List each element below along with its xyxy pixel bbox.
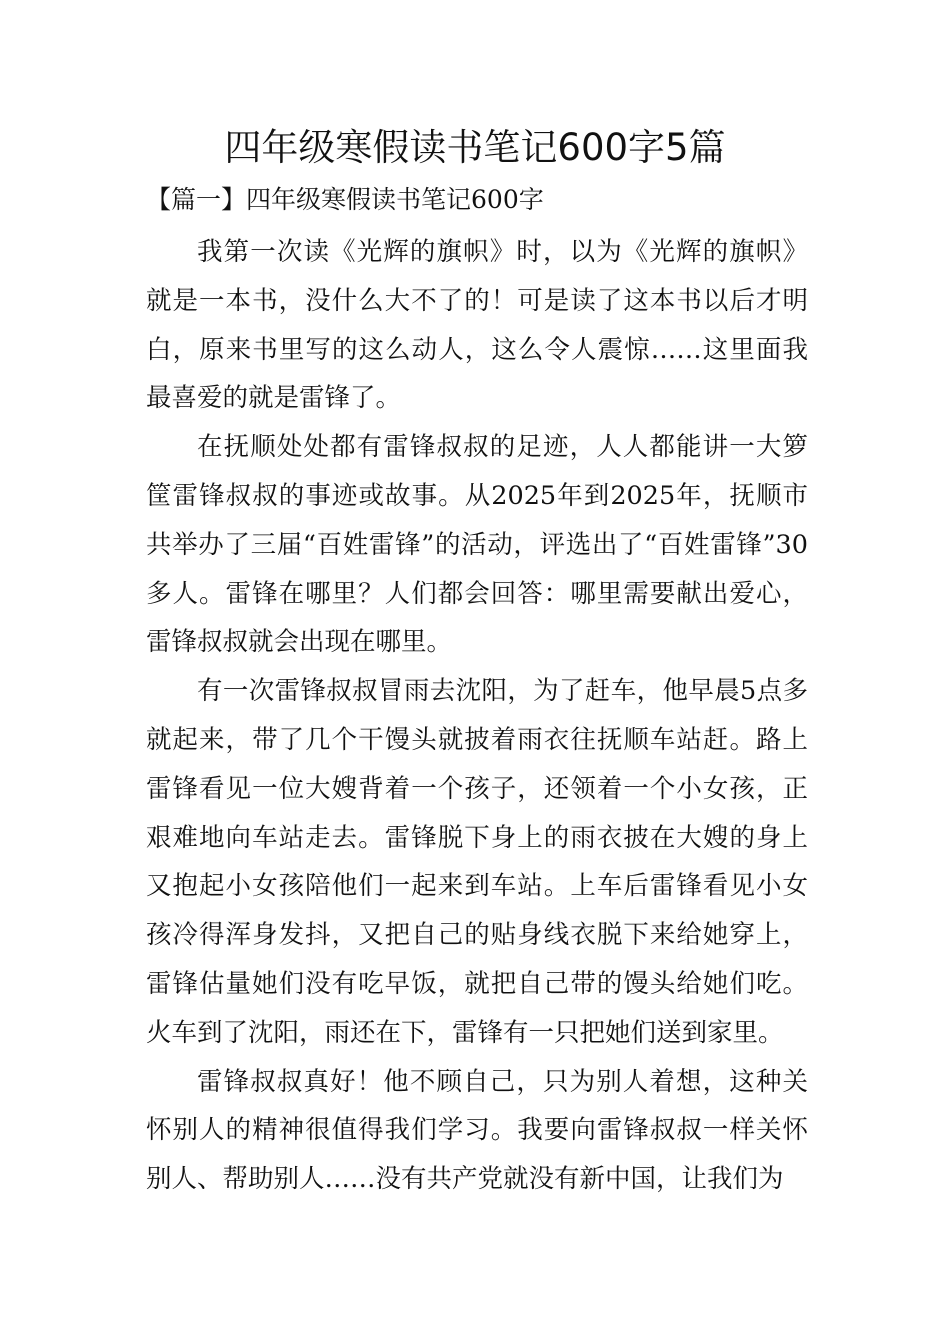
document-title: 四年级寒假读书笔记600字5篇 xyxy=(224,126,726,169)
paragraph-1: 我第一次读《光辉的旗帜》时，以为《光辉的旗帜》就是一本书，没什么大不了的！可是读了这本书以后才明白，原来书里写的这么动人，这么令人震惊……这里面我最喜爱的就是雷锋了。 xyxy=(146,237,808,414)
paragraph-3: 有一次雷锋叔叔冒雨去沈阳，为了赶车，他早晨5点多就起来，带了几个干馒头就披着雨衣往抚顺车站赶。路上雷锋看见一位大嫂背着一个孩子，还领着一个小女孩，正艰难地向车站走去。雷锋脱下身上的雨衣披在大嫂的身上又抱起小女孩陪他们一起来到车站。上车后雷锋看见小女孩冷得浑身发抖，又把自己的贴身线衣脱下来给她穿上，雷锋估量她们没有吃早饭，就把自己带的馒头给她们吃。火车到了沈阳，雨还在下，雷锋有一只把她们送到家里。 xyxy=(146,676,808,1048)
paragraph-4: 雷锋叔叔真好！他不顾自己，只为别人着想，这种关怀别人的精神很值得我们学习。我要向雷锋叔叔一样关怀别人、帮助别人……没有共产党就没有新中国，让我们为 xyxy=(146,1066,808,1195)
section-heading: 【篇一】四年级寒假读书笔记600字 xyxy=(146,185,544,214)
paragraph-2: 在抚顺处处都有雷锋叔叔的足迹，人人都能讲一大箩筐雷锋叔叔的事迹或故事。从2025年到2025年，抚顺市共举办了三届“百姓雷锋”的活动，评选出了“百姓雷锋”30多人。雷锋在哪里？人们都会回答：哪里需要献出爱心，雷锋叔叔就会出现在哪里。 xyxy=(146,432,808,658)
article-body xyxy=(146,228,808,1204)
